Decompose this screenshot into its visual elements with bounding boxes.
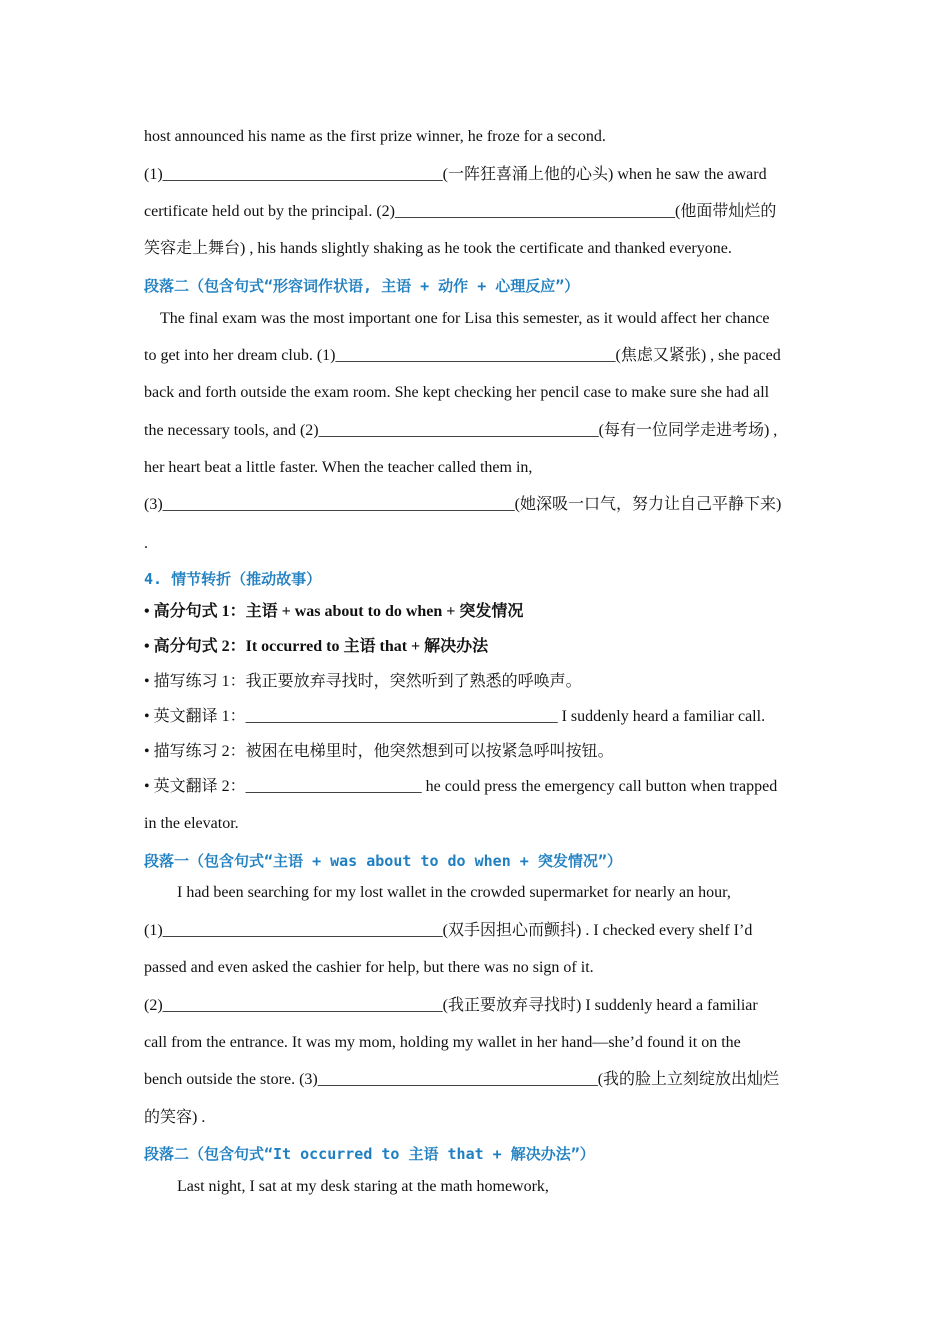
- text-line: Last night, I sat at my desk staring at the math homework,: [177, 1178, 549, 1195]
- pattern-bullet: • 高分句式 1：主语 + was about to do when + 突发情况: [144, 603, 524, 620]
- practice-bullet: • 英文翻译 1：_______________________________________ I suddenly heard a familiar call.: [144, 708, 766, 725]
- exercise-line: to get into her dream club. (1)___________________________________(焦虑又紧张) , she paced: [144, 347, 781, 364]
- exercise-line: (2)___________________________________(我正要放弃寻找时) I suddenly heard a familiar: [144, 997, 758, 1014]
- text-line: 的笑容) .: [144, 1109, 206, 1126]
- exercise-line: certificate held out by the principal. (2)___________________________________(他面带灿烂的: [144, 203, 777, 220]
- text-line: I had been searching for my lost wallet in the crowded supermarket for nearly an hour,: [177, 884, 731, 901]
- text-line: in the elevator.: [144, 815, 239, 832]
- section-heading: 段落二（包含句式“It occurred to 主语 that + 解决办法”）: [144, 1145, 595, 1163]
- text-line: call from the entrance. It was my mom, holding my wallet in her hand—she’d found it on the: [144, 1034, 741, 1051]
- section-heading: 段落二（包含句式“形容词作状语, 主语 + 动作 + 心理反应”）: [144, 277, 580, 295]
- text-line: host announced his name as the first prize winner, he froze for a second.: [144, 128, 606, 145]
- practice-bullet: • 描写练习 1：我正要放弃寻找时，突然听到了熟悉的呼唤声。: [144, 673, 582, 690]
- text-line: 笑容走上舞台) , his hands slightly shaking as he took the certificate and thanked everyone.: [144, 240, 732, 257]
- section-heading: 段落一（包含句式“主语 + was about to do when + 突发情况”）: [144, 852, 622, 870]
- text-line: her heart beat a little faster. When the teacher called them in,: [144, 459, 533, 476]
- pattern-bullet: • 高分句式 2：It occurred to 主语 that + 解决办法: [144, 638, 489, 655]
- exercise-line: the necessary tools, and (2)___________________________________(每有一位同学走进考场) ,: [144, 422, 778, 439]
- text-line: .: [144, 535, 148, 552]
- exercise-line: (3)____________________________________________(她深吸一口气，努力让自己平静下来): [144, 496, 782, 513]
- practice-bullet: • 英文翻译 2：______________________ he could press the emergency call button when trapped: [144, 778, 778, 795]
- section-heading: 4. 情节转折（推动故事）: [144, 570, 322, 588]
- exercise-line: bench outside the store. (3)___________________________________(我的脸上立刻绽放出灿烂: [144, 1071, 780, 1088]
- exercise-line: (1)___________________________________(双手因担心而颤抖) . I checked every shelf I’d: [144, 922, 753, 939]
- exercise-line: (1)___________________________________(一阵狂喜涌上他的心头) when he saw the award: [144, 166, 767, 183]
- text-line: back and forth outside the exam room. She kept checking her pencil case to make sure she had all: [144, 384, 770, 401]
- text-line: The final exam was the most important one for Lisa this semester, as it would affect her chance: [160, 310, 770, 327]
- text-line: passed and even asked the cashier for help, but there was no sign of it.: [144, 959, 594, 976]
- practice-bullet: • 描写练习 2：被困在电梯里时，他突然想到可以按紧急呼叫按钮。: [144, 743, 614, 760]
